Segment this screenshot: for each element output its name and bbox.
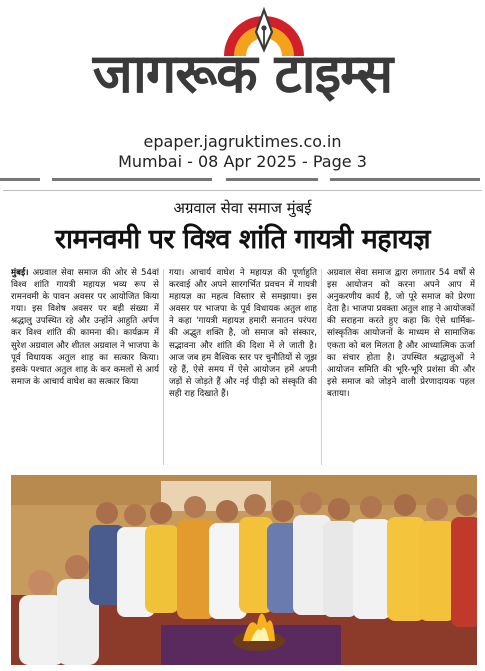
news-article [3, 190, 482, 668]
masthead [0, 0, 485, 176]
clipped-text-fragment [330, 178, 480, 181]
column-divider [163, 269, 164, 465]
newspaper-logo-text: जागरूक टाइम्स [92, 42, 393, 105]
column-divider [321, 269, 322, 465]
article-column-1 [11, 267, 159, 471]
clipped-text-fragment [0, 178, 40, 181]
article-headline: रामनवमी पर विश्व शांति गायत्री महायज्ञ [54, 224, 431, 255]
epaper-url[interactable]: epaper.jagruktimes.co.in [143, 132, 342, 151]
article-column-3-text: अग्रवाल सेवा समाज द्वारा लगातार 54 वर्षों से इस आयोजन को करना अपने आप में अनुकरणीय कार्य है, जो पूरे समाज को प्रेरणा देता है। भाजपा प्रवक्ता अतुल शाह ने आयोजकों की सराहना करते हुए कहा कि ऐसे धार्मिक-सांस्कृतिक आयोजनों के माध्यम से सामाजिक एकता को बल मिलता है और आध्यात्मिक ऊर्जा का संचार होता है। उपस्थित श्रद्धालुओं ने आयोजन समिति की भूरि-भूरि प्रशंसा की और इसे समाज को जोड़ने वाली प्रेरणादायक पहल बताया। [327, 268, 475, 399]
article-kicker: अग्रवाल सेवा समाज मुंबई [173, 199, 312, 217]
article-dateline: मुंबई। [11, 268, 29, 278]
edition-date-line: Mumbai - 08 Apr 2025 - Page 3 [118, 152, 367, 171]
article-photo [11, 475, 477, 665]
havan-group-photo-illustration [11, 475, 477, 665]
article-column-1-text: अग्रवाल सेवा समाज की ओर से 54वां विश्व शांति गायत्री महायज्ञ भव्य रूप से रामनवमी के पावन अवसर पर आयोजित किया गया। इस विशेष अवसर पर बड़ी संख्या में श्रद्धालु उपस्थित रहे और उन्होंने आहुति अर्पण कर विश्व शांति की कामना की। कार्यक्रम में सुरेश अग्रवाल और शीतल अग्रवाल ने भाजपा के पूर्व विधायक अतुल शाह का सत्कार किया। इसके पश्चात अतुल शाह के कर कमलों से आर्य समाज के आचार्य वाघेश का सत्कार किया [11, 268, 159, 387]
clipped-text-fragment [52, 178, 212, 181]
clipping-edge-strip [0, 176, 485, 188]
article-column-2 [169, 267, 317, 471]
clipped-text-fragment [226, 178, 318, 181]
article-column-3 [327, 267, 475, 471]
article-column-2-text: गया। आचार्य वाघेश ने महायज्ञ की पूर्णाहुति करवाई और अपने सारगर्भित प्रवचन में गायत्री महायज्ञ का महत्व विस्तार से समझाया। इस अवसर पर भाजपा के पूर्व विधायक अतुल शाह ने कहा 'गायत्री महायज्ञ हमारी सनातन परंपरा की अद्भुत शक्ति है, जो समाज को संस्कार, सद्भावना और शांति की दिशा में ले जाती है। आज जब हम वैश्विक स्तर पर चुनौतियों से जूझ रहे हैं, ऐसे समय में ऐसे आयोजन हमें अपनी जड़ों से जोड़ते हैं और नई पीढ़ी को संस्कृति की सही राह दिखाते हैं। [169, 268, 317, 399]
